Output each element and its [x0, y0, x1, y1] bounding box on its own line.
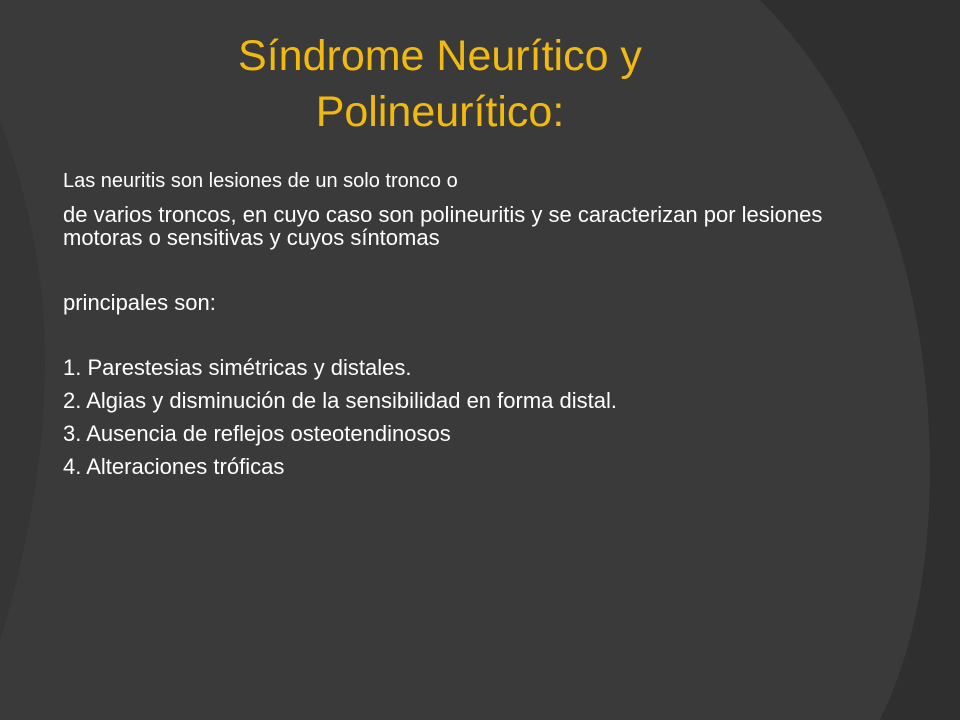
body-paragraph-1: Las neuritis son lesiones de un solo tronco o — [63, 170, 458, 192]
list-item-1: 1. Parestesias simétricas y distales. — [63, 355, 412, 380]
list-item-2: 2. Algias y disminución de la sensibilidad en forma distal. — [63, 388, 617, 413]
title-line-1: Síndrome Neurítico y — [238, 32, 642, 80]
body-paragraph-2: de varios troncos, en cuyo caso son polineuritis y se caracterizan por lesiones motoras o sensitivas y cuyos síntomas — [63, 202, 823, 250]
slide-title — [120, 28, 760, 140]
title-line-2: Polineurítico: — [315, 88, 565, 136]
slide-body — [63, 170, 863, 478]
body-paragraph-3: principales son: — [63, 290, 216, 315]
list-item-4: 4. Alteraciones tróficas — [63, 454, 285, 479]
list-item-3: 3. Ausencia de reflejos osteotendinosos — [63, 421, 451, 446]
